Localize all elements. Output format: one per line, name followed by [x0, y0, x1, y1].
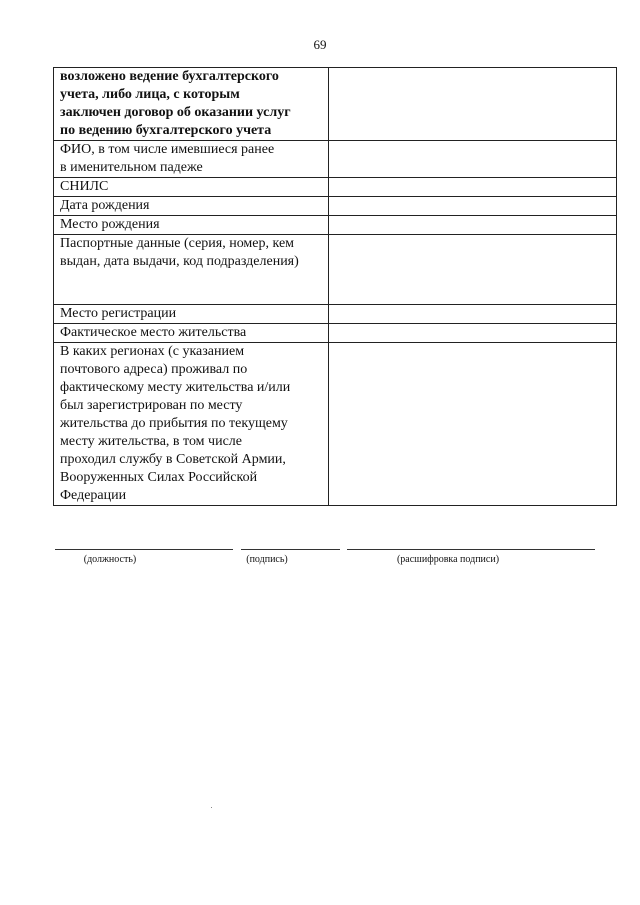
- row-label-registration: Место регистрации: [54, 305, 329, 324]
- row-label-fio: ФИО, в том числе имевшиеся ранее в именительном падеже: [54, 141, 329, 178]
- row-label-passport: Паспортные данные (серия, номер, кем выдан, дата выдачи, код подразделения): [54, 235, 329, 305]
- row-label-regions: В каких регионах (с указанием почтового адреса) проживал по фактическому месту жительства и/или был зарегистрирован по месту жительства до прибытия по текущему месту жительства, в том числе проходил службу в Советской Армии, Вооруженных Силах Российской Федерации: [54, 343, 329, 506]
- page-number: 69: [313, 37, 327, 52]
- row-value-registration: [329, 305, 617, 324]
- row-value-regions: [329, 343, 617, 506]
- row-value-residence: [329, 324, 617, 343]
- table-row-accounting: [54, 68, 617, 141]
- table-row-regions: [54, 343, 617, 506]
- table-row-birth-date: [54, 197, 617, 216]
- table-row-registration: [54, 305, 617, 324]
- signature-caption: (подпись): [246, 554, 288, 565]
- row-label-snils: СНИЛС: [54, 178, 329, 197]
- row-label-birth-date: Дата рождения: [54, 197, 329, 216]
- table-row-passport: [54, 235, 617, 305]
- scan-speck: [211, 807, 212, 808]
- row-label-accounting: возложено ведение бухгалтерского учета, либо лица, с которым заключен договор об оказании услуг по ведению бухгалтерского учета: [54, 68, 329, 141]
- position-line: [55, 549, 233, 550]
- signature-block: [55, 549, 595, 573]
- row-label-birth-place: Место рождения: [54, 216, 329, 235]
- table-row-snils: [54, 178, 617, 197]
- table-row-birth-place: [54, 216, 617, 235]
- decryption-line: [347, 549, 595, 550]
- decryption-caption: (расшифровка подписи): [396, 554, 500, 565]
- personal-data-table: [53, 67, 617, 506]
- position-caption: (должность): [83, 554, 137, 565]
- row-value-birth-date: [329, 197, 617, 216]
- row-value-passport: [329, 235, 617, 305]
- row-value-snils: [329, 178, 617, 197]
- table-row-fio: [54, 141, 617, 178]
- signature-line: [241, 549, 340, 550]
- row-value-accounting: [329, 68, 617, 141]
- table-row-residence: [54, 324, 617, 343]
- row-value-birth-place: [329, 216, 617, 235]
- row-value-fio: [329, 141, 617, 178]
- row-label-residence: Фактическое место жительства: [54, 324, 329, 343]
